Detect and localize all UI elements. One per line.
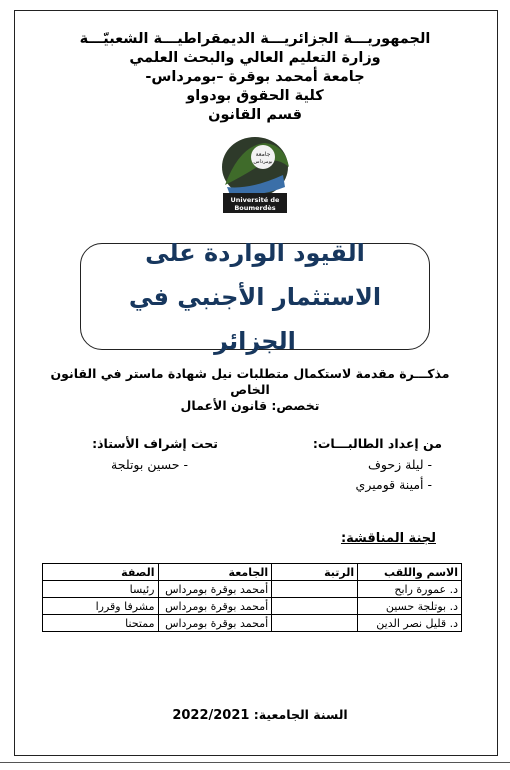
student-name: - أمينة قوميري	[355, 477, 432, 492]
header-republic: الجمهوريـــة الجزائريـــة الديمقراطيـــة الشعبيّـــة	[79, 31, 431, 47]
cell-rank	[272, 598, 358, 615]
logo-caption-line1: Université de	[230, 196, 280, 204]
university-logo	[205, 135, 305, 215]
cell-rank	[272, 581, 358, 598]
cell-name: د. قليل نصر الدين	[358, 615, 462, 632]
header-ministry: وزارة التعليم العالي والبحث العلمي	[129, 50, 381, 66]
academic-year	[150, 707, 370, 723]
memo-description	[50, 366, 450, 414]
table-row	[43, 598, 462, 615]
cell-university: أمحمد بوقرة بومرداس	[158, 598, 272, 615]
students-label: من إعداد الطالبـــات:	[312, 436, 442, 451]
cell-university: أمحمد بوقرة بومرداس	[158, 581, 272, 598]
table-header-row	[43, 564, 462, 581]
cell-rank	[272, 615, 358, 632]
committee-label: لجنة المناقشة:	[340, 531, 436, 546]
committee-table	[42, 563, 462, 632]
supervisor-block	[48, 436, 218, 475]
memo-specialty: تخصص: قانون الأعمال	[180, 398, 320, 413]
header-cell-role: الصفة	[43, 564, 159, 581]
header-cell-rank: الرتبة	[272, 564, 358, 581]
header-cell-name: الاسم واللقب	[358, 564, 462, 581]
cell-university: أمحمد بوقرة بومرداس	[158, 615, 272, 632]
header-department: قسم القانون	[208, 107, 302, 123]
header-cell-university: الجامعة	[158, 564, 272, 581]
thesis-title-box	[80, 238, 430, 355]
page-bottom-edge	[0, 762, 510, 763]
academic-year-label: السنة الجامعية:	[253, 707, 348, 722]
cell-name: د. بوتلجة حسين	[358, 598, 462, 615]
header-university: جامعة أمحمد بوقرة –بومرداس-	[145, 69, 365, 85]
cell-role: رئيسا	[43, 581, 159, 598]
supervisor-name: - حسين بوتلجة	[111, 457, 188, 472]
logo-arabic-line1: جامعة	[255, 151, 271, 158]
header-faculty: كلية الحقوق بودواو	[186, 88, 324, 104]
logo-arabic-line2: بومرداس	[253, 159, 273, 165]
thesis-title: القيود الواردة على الاستثمار الأجنبي في الجزائر	[128, 238, 382, 355]
logo-caption-line2: Boumerdès	[234, 204, 276, 212]
table-row	[43, 581, 462, 598]
cell-role: ممتحنا	[43, 615, 159, 632]
memo-line: مذكـــرة مقدمة لاستكمال متطلبات نيل شهادة ماستر في القانون الخاص	[50, 366, 450, 397]
cell-role: مشرفا وقررا	[43, 598, 159, 615]
student-name: - ليلة زحوف	[367, 457, 432, 472]
table-row	[43, 615, 462, 632]
students-block	[262, 436, 442, 495]
document-header	[40, 30, 470, 125]
academic-year-value: 2022/2021	[172, 708, 250, 723]
supervisor-label: تحت إشراف الأستاذ:	[92, 436, 218, 451]
cell-name: د. عمورة رابح	[358, 581, 462, 598]
